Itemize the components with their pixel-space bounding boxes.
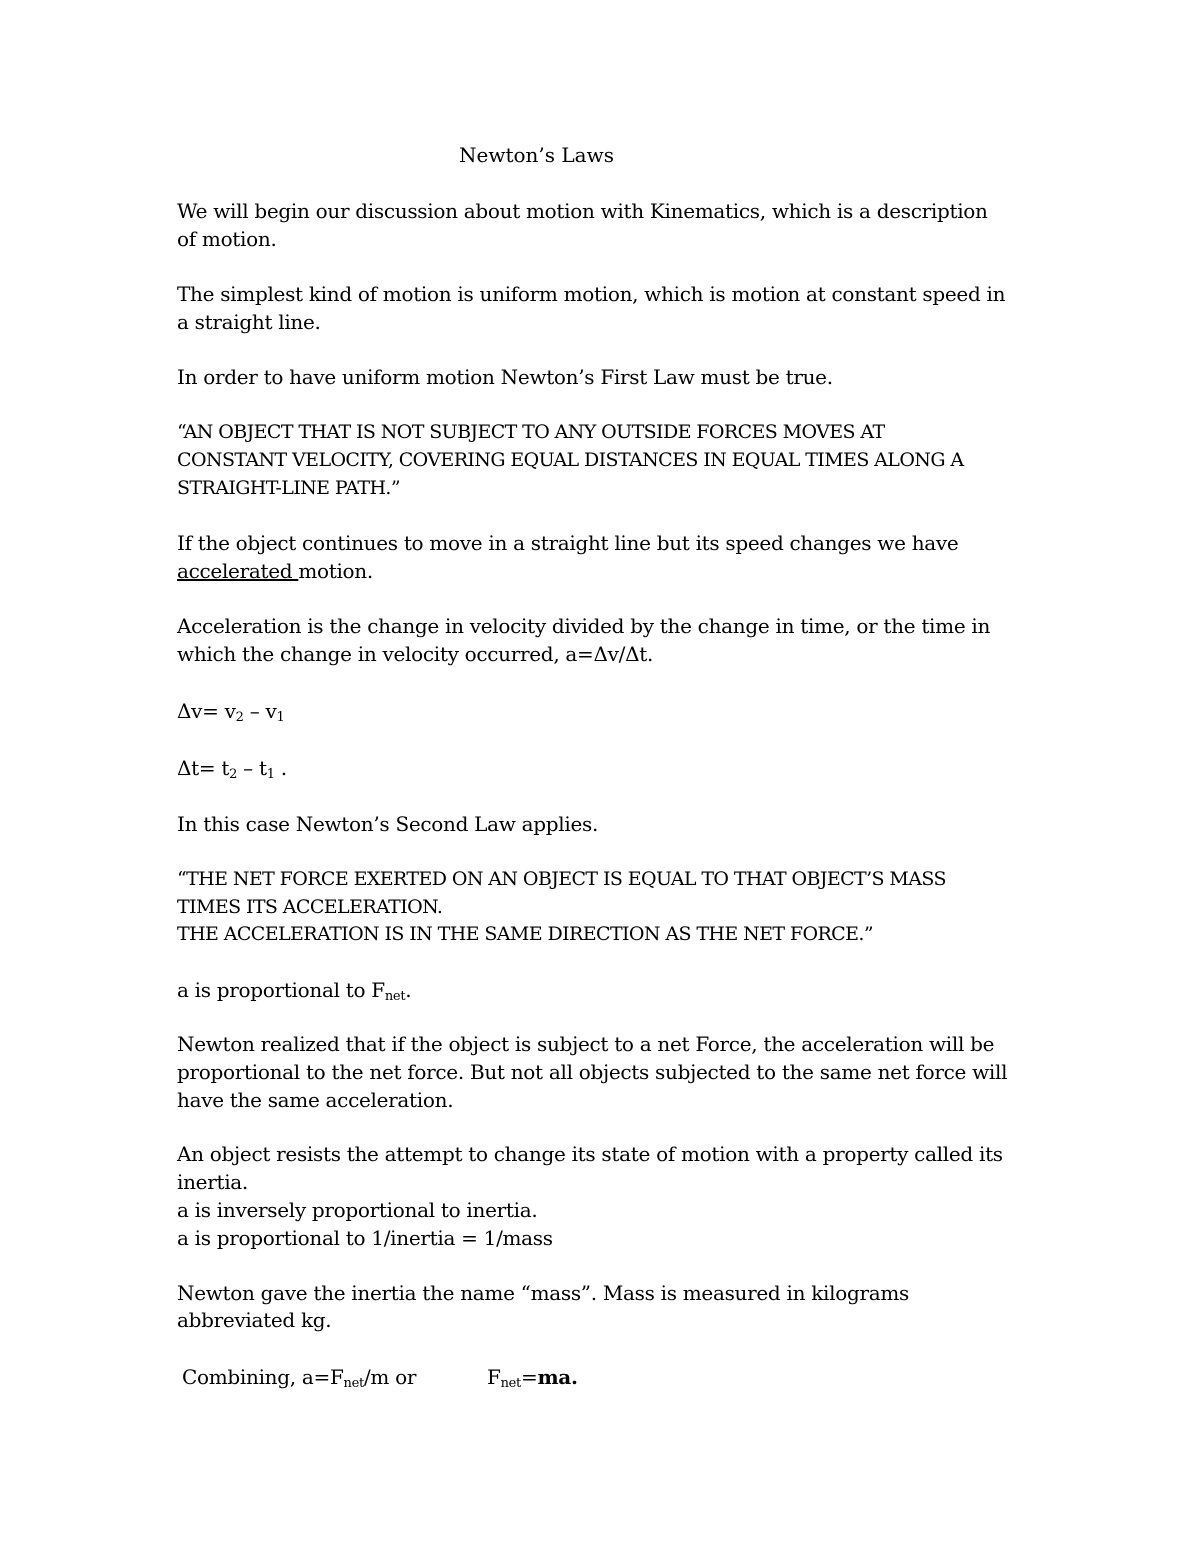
first-law-quote-line-1: “AN OBJECT THAT IS NOT SUBJECT TO ANY OUTSIDE FORCES MOVES AT <box>177 421 885 443</box>
first-law-quote-line-3: STRAIGHT-LINE PATH.” <box>177 477 400 499</box>
para-accelerated-line-1: If the object continues to move in a straight line but its speed changes we have <box>177 531 959 555</box>
para-second-law-intro: In this case Newton’s Second Law applies. <box>177 812 599 836</box>
equation-combining: Combining, $a=F_{net}/m$ or <box>182 1365 417 1391</box>
para-inertia-line-3: a is inversely proportional to inertia. <box>177 1198 538 1222</box>
proportional-fnet: a is proportional to $F_{net}$. <box>177 978 412 1004</box>
para-mass-line-1: Newton gave the inertia the name “mass”. Mass is measured in kilograms <box>177 1281 909 1305</box>
para-kinematics-line-1: We will begin our discussion about motion with Kinematics, which is a description <box>177 199 988 223</box>
second-law-quote-line-2: TIMES ITS ACCELERATION. <box>177 896 443 918</box>
para-net-force-line-3: have the same acceleration. <box>177 1088 454 1112</box>
second-law-quote-line-3: THE ACCELERATION IS IN THE SAME DIRECTION AS THE NET FORCE.” <box>177 923 873 945</box>
document-title: Newton’s Laws <box>459 143 614 167</box>
para-net-force-line-1: Newton realized that if the object is subject to a net Force, the acceleration will be <box>177 1032 995 1056</box>
equation-fnet-ma: $F_{net}=ma$. <box>487 1365 578 1391</box>
para-uniform-line-1: The simplest kind of motion is uniform motion, which is motion at constant speed in <box>177 282 1006 306</box>
equation-delta-v: $\Delta v= v_2 - v_1$ <box>177 699 285 725</box>
para-mass-line-2: abbreviated kg. <box>177 1308 332 1332</box>
para-acceleration-line-1: Acceleration is the change in velocity divided by the change in time, or the time in <box>177 614 991 638</box>
para-inertia-line-4: a is proportional to 1/inertia = 1/mass <box>177 1226 553 1250</box>
line-rest: motion. <box>298 559 373 583</box>
underlined-term: accelerated <box>177 559 299 583</box>
para-uniform-line-2: a straight line. <box>177 310 321 334</box>
para-acceleration-line-2: which the change in velocity occurred, a=Δv/Δt. <box>177 642 654 666</box>
equation-delta-t: $\Delta t= t_2 - t_1$ . <box>177 756 287 782</box>
para-kinematics-line-2: of motion. <box>177 227 277 251</box>
para-accelerated-line-2 <box>177 558 373 585</box>
para-inertia-line-2: inertia. <box>177 1170 248 1194</box>
para-net-force-line-2: proportional to the net force. But not all objects subjected to the same net force will <box>177 1060 1008 1084</box>
first-law-quote-line-2: CONSTANT VELOCITY, COVERING EQUAL DISTANCES IN EQUAL TIMES ALONG A <box>177 449 964 471</box>
second-law-quote-line-1: “THE NET FORCE EXERTED ON AN OBJECT IS EQUAL TO THAT OBJECT’S MASS <box>177 868 946 890</box>
para-inertia-line-1: An object resists the attempt to change its state of motion with a property called its <box>177 1142 1003 1166</box>
para-first-law-intro: In order to have uniform motion Newton’s First Law must be true. <box>177 365 833 389</box>
